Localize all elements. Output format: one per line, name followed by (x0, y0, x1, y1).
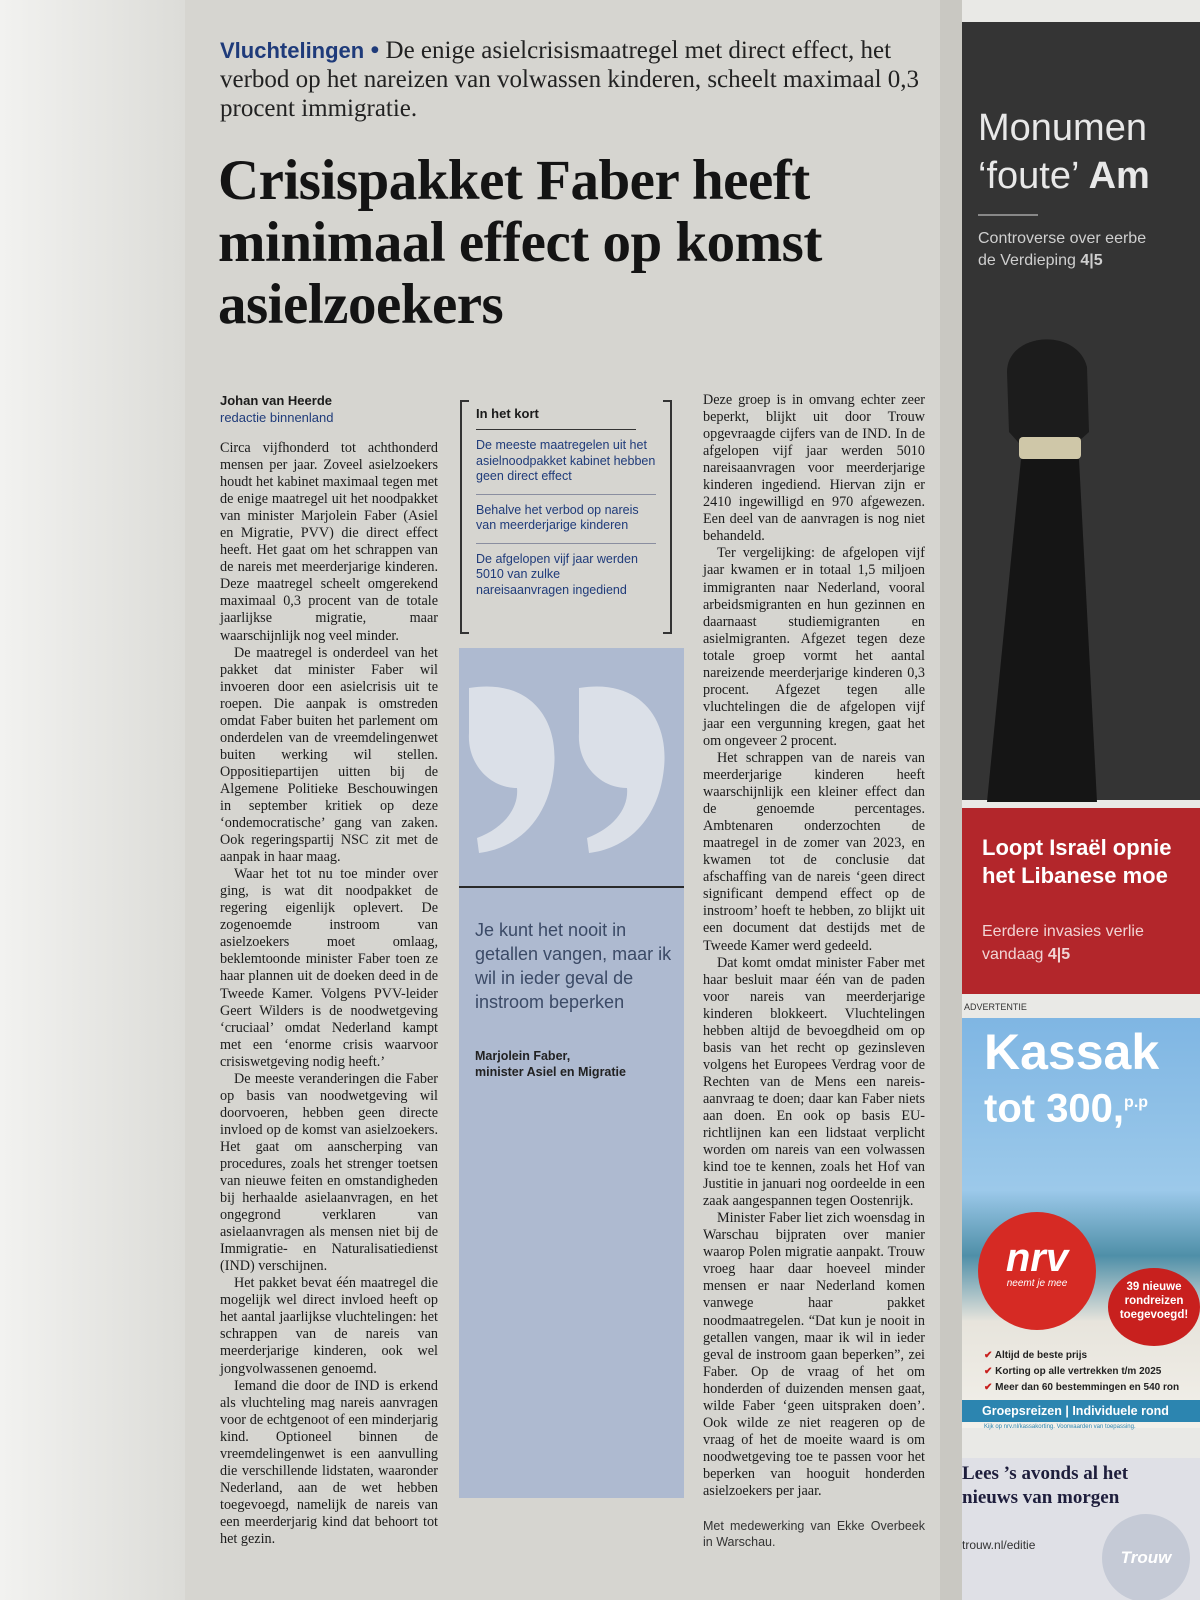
byline-department: redactie binnenland (220, 410, 334, 425)
left-margin (0, 0, 185, 1600)
ad-title: Kassak (984, 1024, 1160, 1080)
ad-bullets (984, 1348, 1179, 1396)
paragraph: Dat komt omdat minister Faber met haar besluit maar één van de paden voor nareis van meerderjarige kinderen blokkeert. Vluchtelingen hebben altijd de bevoegdheid om op basis van het recht op gezinsleven volgens het Europees Verdrag voor de Rechten van de Mens een nareis-aanvraag te doen; daar kan Faber niets aan doen. En ook op basis EU-richtlijnen kan een lidstaat verplicht worden om nareis van een volwassen kind toe te kennen, zoals het Hof van Justitie in januari nog oordeelde in een zaak aangespannen tegen Oostenrijk. (703, 954, 925, 1210)
promo-monument[interactable] (962, 22, 1200, 800)
promo-rule (978, 214, 1038, 216)
in-het-kort-item: De afgelopen vijf jaar werden 5010 van zulke nareisaanvragen ingediend (476, 551, 638, 597)
ad-bullet-text: Altijd de beste prijs (994, 1350, 1088, 1361)
promo-evening-title (962, 1462, 1128, 1510)
promo-evening-title-line: Lees ’s avonds al het (962, 1463, 1129, 1484)
raised-fist-image (987, 312, 1107, 802)
paragraph: Minister Faber liet zich woensdag in Warschau bijpraten over manier waarop Polen migratie aanpakt. Trouw vroeg haar daar hoeveel minder mensen er naar Nederland komen vanwege haar pakket noodmaatregelen. “Dat kun je nooit in getallen vangen, maar ik wil in ieder geval de instroom gaan beperken”, zei Faber. Op de vraag of het om honderden of duizenden mensen gaat, wilde Faber ‘geen uitspraken doen’. Ook wilde ze niet reageren op de vraag of het de moeite waard is om noodwetgeving toe te passen voor het beperken van hooguit honderden asielzoekers per jaar. (703, 1210, 925, 1499)
promo-israel-title (982, 834, 1171, 890)
in-het-kort-box (460, 400, 672, 607)
check-icon: ✔ (984, 1382, 996, 1393)
ad-price-unit: p.p (1124, 1094, 1149, 1111)
byline-author: Johan van Heerde (220, 393, 332, 408)
promo-monument-title (978, 104, 1150, 200)
paragraph: Waar het tot nu toe minder over ging, is wat dit noodpakket de regering eigenlijk oplevert. De zogenoemde instroom van asielzoekers moet omlaag, beklemtoonde minister Faber toen ze haar plannen uit de doeken deed in de Tweede Kamer. Volgens PVV-leider Geert Wilders is de noodwetgeving ‘cruciaal’ omdat Nederland kampt met een ‘enorme crisis waarvoor crisiswetgeving nodig heeft.’ (220, 866, 438, 1070)
paragraph: De meeste veranderingen die Faber op basis van noodwetgeving wil doorvoeren, hebben geen directe invloed op de komst van asielzoekers. Het gaat om aanscherping van procedures, zoals het strenger toetsen van nieuwe feiten en omstandigheden bij herhaalde asielaanvragen, en het ongegrond verklaren van asielaanvragen als mensen niet bij de Immigratie- en Naturalisatiedienst (IND) verschijnen. (220, 1070, 438, 1275)
kicker-text: De enige asielcrisismaatregel met direct effect, het verbod op het nareizen van volwassen kinderen, scheelt maximaal 0,3 procent immigratie. (220, 37, 920, 122)
nrv-logo (978, 1212, 1096, 1330)
section-tag: Vluchtelingen (220, 38, 365, 63)
paragraph: Deze groep is in omvang echter zeer beperkt, blijkt uit door Trouw opgevraagde cijfers van de IND. In de afgelopen vijf jaar werden 5010 nareisaanvragen voor meerderjarige kinderen ingediend. Hiervan zijn er 2410 ingewilligd en 970 afgewezen. Een deel van de aanvragen is nog niet behandeld. (703, 392, 925, 545)
promo-subtitle-line (978, 250, 1146, 272)
ad-fine-print: Kijk op nrv.nl/kassakorting. Voorwaarden van toepassing. (984, 1424, 1136, 1430)
pull-quote-panel (459, 648, 684, 1498)
kicker-separator: • (370, 37, 380, 64)
ad-price: tot 300, (984, 1086, 1125, 1131)
page-gutter (940, 0, 962, 1600)
right-sidebar (962, 0, 1200, 1600)
article-kicker (220, 36, 920, 123)
pull-quote-attribution (475, 1048, 675, 1080)
bracket-left (460, 400, 469, 634)
promo-evening-edition[interactable] (962, 1458, 1200, 1600)
promo-israel-subtitle (982, 920, 1144, 966)
paragraph: Ter vergelijking: de afgelopen vijf jaar kwamen er in totaal 1,5 miljoen immigranten naar Nederland, vooral arbeidsmigranten en hun gezinnen en daarnaast studiemigranten en asielmigranten. Afgezet tegen deze totale groep vormt het aantal nareizende meerderjarige kinderen 0,3 procent. Afgezet tegen alle vluchtelingen die de afgelopen vijf jaar een vergunning kregen, gaat het om ongeveer 2 procent. (703, 545, 925, 749)
paragraph: Het schrappen van de nareis van meerderjarige kinderen heeft waarschijnlijk een kleiner effect dan de genoemde percentages. Ambtenaren onderzochten de maatregel in de zomer van 2023, en kwamen tot de conclusie dat afschaffing van de nareis ‘geen direct significant dempend effect op de instroom’ hoeft te hebben, zo blijkt uit een document dat destijds met de Tweede Kamer werd gedeeld. (703, 749, 925, 954)
promo-monument-title-line (978, 152, 1150, 200)
quote-author: Marjolein Faber, (475, 1049, 571, 1063)
paragraph: Iemand die door de IND is erkend als vluchteling mag nareis aanvragen voor de echtgenoot of een minderjarig kind. Optioneel binnen de vreemdelingenwet is een aanvulling die verschillende lidstaten, waaronder Nederland, aan de wet hebben toegevoegd, namelijk de nareis van een meerderjarig kind dat behoort tot het gezin. (220, 1377, 438, 1547)
promo-evening-title-line: nieuws van morgen (962, 1487, 1120, 1508)
ad-bullet-text: Korting op alle vertrekken t/m 2025 (995, 1366, 1162, 1377)
ad-category-bar: Groepsreizen | Individuele rond (962, 1400, 1200, 1422)
article-credit: Met medewerking van Ekke Overbeek in Warschau. (703, 1519, 925, 1550)
promo-israel-title-line: het Libanese moe (982, 863, 1168, 888)
nrv-logo-text: nrv (1005, 1236, 1069, 1280)
advertisement-label: ADVERTENTIE (964, 1002, 1027, 1012)
pull-quote-text: Je kunt het nooit in getallen vangen, maar ik wil in ieder geval de instroom beperken (475, 920, 672, 1012)
promo-section: de Verdieping (978, 252, 1081, 269)
quote-author-role: minister Asiel en Migratie (475, 1065, 626, 1079)
in-het-kort-item: Behalve het verbod op nareis van meerderjarige kinderen (476, 503, 656, 544)
paragraph: Het pakket bevat één maatregel die mogelijk wel direct invloed heeft op het aantal jaarlijkse vluchtelingen: het schrappen van de nareis van meerderjarige kinderen, ook wel jongvolwassenen genoemd. (220, 1275, 438, 1377)
bracket-right (663, 400, 672, 634)
ad-bullet (984, 1380, 1179, 1396)
promo-page-number: 4|5 (1047, 946, 1071, 963)
promo-israel[interactable] (962, 808, 1200, 994)
promo-title-part: ‘foute’ (978, 155, 1089, 197)
quote-mark-icon (459, 648, 684, 888)
byline (220, 392, 438, 426)
promo-monument-title-line: Monumen (978, 107, 1147, 149)
promo-subtitle-line: Controverse over eerbe (978, 230, 1147, 247)
promo-subtitle-line (982, 943, 1144, 966)
ad-bullet (984, 1348, 1179, 1364)
ad-bullet (984, 1364, 1179, 1380)
article-headline: Crisispakket Faber heeft minimaal effect op komst asielzoekers (218, 149, 822, 336)
promo-monument-subtitle (978, 228, 1146, 272)
in-het-kort-title: In het kort (476, 400, 636, 430)
nrv-tagline: neemt je mee (1006, 1278, 1068, 1289)
in-het-kort-item: De meeste maatregelen uit het asielnoodpakket kabinet hebben geen direct effect (476, 438, 656, 495)
promo-title-part: Am (1088, 155, 1150, 197)
article-column-1 (220, 392, 438, 1548)
paragraph: De maatregel is onderdeel van het pakket dat minister Faber wil invoeren door een asielcrisis uit te roepen. Die aanpak is omstreden omdat Faber buiten het parlement om onderdelen van de vreemdelingenwet buiten werking wil stellen. Oppositiepartijen uitten bij de Algemene Politieke Beschouwingen in september kritiek op deze ‘ondemocratische’ gang van zaken. Ook regeringspartij NSC zit met de aanpak in haar maag. (220, 644, 438, 866)
ad-subtitle (984, 1080, 1148, 1131)
check-icon: ✔ (984, 1366, 996, 1377)
promo-israel-title-line: Loopt Israël opnie (982, 835, 1172, 860)
promo-subtitle-line: Eerdere invasies verlie (982, 923, 1144, 940)
promo-section: vandaag (982, 946, 1048, 963)
nrv-advertisement[interactable] (962, 1018, 1200, 1428)
promo-evening-url[interactable]: trouw.nl/editie (962, 1538, 1036, 1552)
ad-bullet-text: Meer dan 60 bestemmingen en 540 ron (995, 1382, 1180, 1393)
quote-divider (459, 886, 684, 888)
trouw-logo-badge: Trouw (1102, 1514, 1190, 1600)
paragraph: Circa vijfhonderd tot achthonderd mensen per jaar. Zoveel asielzoekers houdt het kabinet maximaal tegen met de enige maatregel uit het noodpakket van minister Marjolein Faber (Asiel en Migratie, PVV) die direct effect heeft. Het gaat om het schrappen van de nareis met meerderjarige kinderen. Deze maatregel scheelt omgerekend maximaal 0,3 procent van de totale jaarlijkse migratie, maar waarschijnlijk nog veel minder. (220, 440, 438, 644)
check-icon: ✔ (984, 1350, 995, 1361)
promo-page-number: 4|5 (1080, 252, 1103, 269)
article-column-3 (703, 392, 925, 1550)
ad-burst-badge: 39 nieuwe rondreizen toegevoegd! (1108, 1268, 1200, 1346)
